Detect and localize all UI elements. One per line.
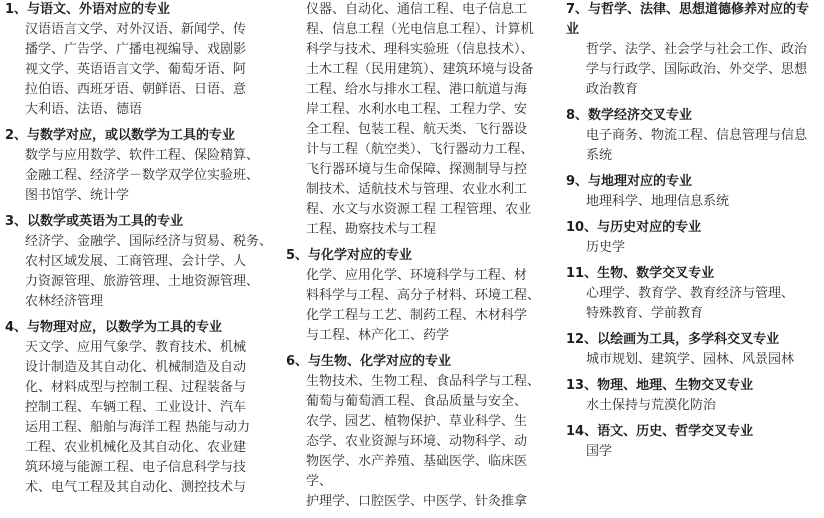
section-5 (286, 246, 548, 346)
section-majors: 城市规划、建筑学、园林、风景园林 (586, 352, 795, 367)
column-left (5, 0, 273, 504)
section-heading: 7、与哲学、法律、思想道德修养对应的专 业 (566, 2, 810, 37)
section-majors: 地理科学、地理信息系统 (586, 194, 730, 209)
section-majors: 仪器、自动化、通信工程、电子信息工 程、信息工程（光电信息工程）、计算机 科学与技术、理科实验班（信息技术）、 土木工程（民用建筑）、建筑环境与设备 工程、给水与排水工程、港口航道与海 岸工程、水利水电工程、工程力学、安 全工程、包装工程、航天类、飞行器设 计与工程（航空类）、飞行器动力工程、 飞行器环境与生命保障、探测制导与控 制技术、适航技术与管理、农业水利工 程、水文与水资源工程 工程管理、农业 工程、勘察技术与工程 (306, 2, 534, 237)
section-14 (566, 422, 820, 462)
section-majors: 哲学、法学、社会学与社会工作、政治 学与行政学、国际政治、外交学、思想 政治教育 (586, 42, 808, 97)
section-heading: 8、数学经济交叉专业 (566, 108, 693, 123)
section-12 (566, 330, 820, 370)
section-heading: 11、生物、数学交叉专业 (566, 266, 715, 281)
column-middle (286, 0, 548, 518)
section-majors: 汉语语言文学、对外汉语、新闻学、传 播学、广告学、广播电视编导、戏剧影 视文学、英语语言文学、葡萄牙语、阿 拉伯语、西班牙语、朝鲜语、日语、意 大利语、法语、德语 (25, 22, 247, 117)
section-majors: 生物技术、生物工程、食品科学与工程、 葡萄与葡萄酒工程、食品质量与安全、 农学、园艺、植物保护、草业科学、生 态学、农业资源与环境、动物科学、动 物医学、水产养殖、基础医学、临床医学、 护理学、口腔医学、中医学、针灸推拿 (306, 374, 541, 509)
section-10 (566, 218, 820, 258)
section-heading: 5、与化学对应的专业 (286, 248, 413, 263)
section-1 (5, 0, 273, 120)
section-9 (566, 172, 820, 212)
section-majors: 历史学 (586, 240, 626, 255)
section-8 (566, 106, 820, 166)
section-heading: 14、语文、历史、哲学交叉专业 (566, 424, 754, 439)
section-majors: 电子商务、物流工程、信息管理与信息 系统 (586, 128, 808, 163)
section-majors: 天文学、应用气象学、教育技术、机械 设计制造及其自动化、机械制造及自动 化、材料成型与控制工程、过程装备与 控制工程、车辆工程、工业设计、汽车 运用工程、船舶与海洋工程 热能与动力 工程、农业机械化及其自动化、农业建 筑环境与能源工程、电子信息科学与技 术、电气工程及其自动化、测控技术与 (25, 340, 251, 495)
section-11 (566, 264, 820, 324)
section-majors: 化学、应用化学、环境科学与工程、材 料科学与工程、高分子材料、环境工程、 化学工程与工艺、制药工程、木材科学 与工程、林产化工、药学 (306, 268, 541, 343)
section-majors: 数学与应用数学、软件工程、保险精算、 金融工程、经济学－数学双学位实验班、 图书馆学、统计学 (25, 148, 260, 203)
section-heading: 3、以数学或英语为工具的专业 (5, 214, 184, 229)
section-heading: 10、与历史对应的专业 (566, 220, 702, 235)
section-4 (5, 318, 273, 498)
section-13 (566, 376, 820, 416)
section-majors: 水土保持与荒漠化防治 (586, 398, 717, 413)
section-6 (286, 352, 548, 512)
section-heading: 1、与语文、外语对应的专业 (5, 2, 171, 17)
section-heading: 4、与物理对应，以数学为工具的专业 (5, 320, 223, 335)
section-3 (5, 212, 273, 312)
section-7 (566, 0, 820, 100)
section-majors: 经济学、金融学、国际经济与贸易、税务、 农村区域发展、工商管理、会计学、人 力资源管理、旅游管理、土地资源管理、 农林经济管理 (25, 234, 273, 309)
section-majors: 心理学、教育学、教育经济与管理、 特殊教育、学前教育 (586, 286, 795, 321)
section-heading: 2、与数学对应，或以数学为工具的专业 (5, 128, 236, 143)
section-heading: 9、与地理对应的专业 (566, 174, 693, 189)
section-4-continued (286, 0, 548, 240)
section-2 (5, 126, 273, 206)
section-heading: 13、物理、地理、生物交叉专业 (566, 378, 754, 393)
section-majors: 国学 (586, 444, 613, 459)
section-heading: 12、以绘画为工具，多学科交叉专业 (566, 332, 780, 347)
column-right (566, 0, 820, 468)
section-heading: 6、与生物、化学对应的专业 (286, 354, 452, 369)
